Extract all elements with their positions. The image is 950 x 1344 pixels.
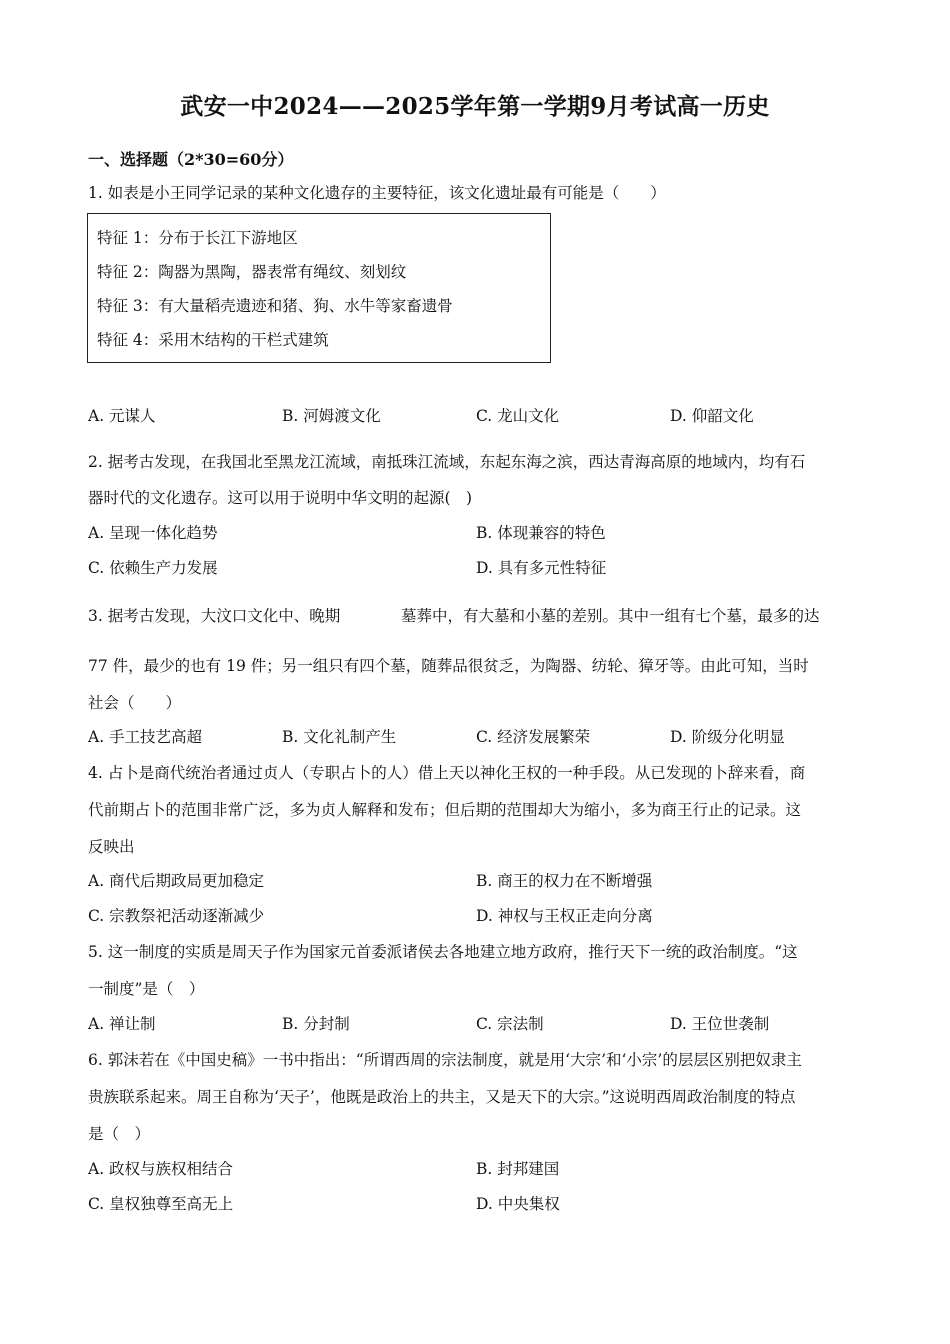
question-5-option-a: A. 禅让制 (88, 1015, 156, 1033)
question-3-stem-line-1a: 3. 据考古发现，大汶口文化中、晚期 (88, 607, 341, 625)
question-6-stem-line-1: 6. 郭沫若在《中国史稿》一书中指出：“所谓西周的宗法制度，就是用‘大宗’和‘小宗’的层层区别把奴隶主 (88, 1051, 802, 1069)
question-5-stem-line-1: 5. 这一制度的实质是周天子作为国家元首委派诸侯去各地建立地方政府，推行天下一统的政治制度。“这 (88, 943, 798, 961)
question-1-stem: 1. 如表是小王同学记录的某种文化遗存的主要特征，该文化遗址最有可能是（ ） (88, 184, 666, 202)
question-3-stem-line-3: 社会（ ） (88, 694, 182, 712)
question-4-stem-line-2: 代前期占卜的范围非常广泛，多为贞人解释和发布；但后期的范围却大为缩小，多为商王行止的记录。这 (88, 801, 802, 819)
feature-table (87, 213, 551, 363)
question-2-option-d: D. 具有多元性特征 (476, 559, 607, 577)
question-1-option-a: A. 元谋人 (88, 407, 156, 425)
question-1-option-d: D. 仰韶文化 (670, 407, 754, 425)
question-1-option-b: B. 河姆渡文化 (282, 407, 381, 425)
question-5-option-c: C. 宗法制 (476, 1015, 544, 1033)
feature-1: 特征 1：分布于长江下游地区 (97, 229, 298, 247)
question-4-option-c: C. 宗教祭祀活动逐渐减少 (88, 907, 265, 925)
question-6-option-d: D. 中央集权 (476, 1195, 560, 1213)
question-2-option-a: A. 呈现一体化趋势 (88, 524, 218, 542)
question-3-option-b: B. 文化礼制产生 (282, 728, 397, 746)
feature-2: 特征 2：陶器为黑陶，器表常有绳纹、刻划纹 (97, 263, 407, 281)
section-heading: 一、选择题（2*30=60分） (88, 150, 294, 169)
question-3-option-c: C. 经济发展繁荣 (476, 728, 591, 746)
question-2-stem-line-1: 2. 据考古发现，在我国北至黑龙江流域，南抵珠江流域，东起东海之滨，西达青海高原的地域内，均有石 (88, 453, 806, 471)
question-4-stem-line-3: 反映出 (88, 838, 135, 856)
question-2-stem-line-2: 器时代的文化遗存。这可以用于说明中华文明的起源( ) (88, 489, 473, 507)
question-4-option-d: D. 神权与王权正走向分离 (476, 907, 653, 925)
question-4-stem-line-1: 4. 占卜是商代统治者通过贞人（专职占卜的人）借上天以神化王权的一种手段。从已发现的卜辞来看，商 (88, 764, 806, 782)
question-3-option-a: A. 手工技艺高超 (88, 728, 203, 746)
question-2-option-b: B. 体现兼容的特色 (476, 524, 606, 542)
question-6-option-a: A. 政权与族权相结合 (88, 1160, 234, 1178)
question-5-option-b: B. 分封制 (282, 1015, 350, 1033)
question-3-option-d: D. 阶级分化明显 (670, 728, 785, 746)
question-6-option-b: B. 封邦建国 (476, 1160, 560, 1178)
feature-4: 特征 4：采用木结构的干栏式建筑 (97, 331, 329, 349)
question-5-stem-line-2: 一制度”是（ ） (88, 980, 205, 998)
question-4-option-a: A. 商代后期政局更加稳定 (88, 872, 265, 890)
question-2-option-c: C. 依赖生产力发展 (88, 559, 218, 577)
question-6-stem-line-3: 是（ ） (88, 1125, 151, 1143)
feature-3: 特征 3：有大量稻壳遗迹和猪、狗、水牛等家畜遗骨 (97, 297, 453, 315)
question-6-option-c: C. 皇权独尊至高无上 (88, 1195, 234, 1213)
question-4-option-b: B. 商王的权力在不断增强 (476, 872, 653, 890)
question-3-stem-line-1b: 墓葬中，有大墓和小墓的差别。其中一组有七个墓，最多的达 (401, 607, 820, 625)
question-6-stem-line-2: 贵族联系起来。周王自称为‘天子’，他既是政治上的共主，又是天下的大宗。”这说明西周政治制度的特点 (88, 1088, 796, 1106)
question-5-option-d: D. 王位世袭制 (670, 1015, 770, 1033)
page-title: 武安一中2024——2025学年第一学期9月考试高一历史 (180, 93, 770, 120)
question-1-option-c: C. 龙山文化 (476, 407, 560, 425)
question-3-stem-line-2: 77 件，最少的也有 19 件；另一组只有四个墓，随葬品很贫乏，为陶器、纺轮、獐牙等。由此可知，当时 (88, 657, 809, 675)
